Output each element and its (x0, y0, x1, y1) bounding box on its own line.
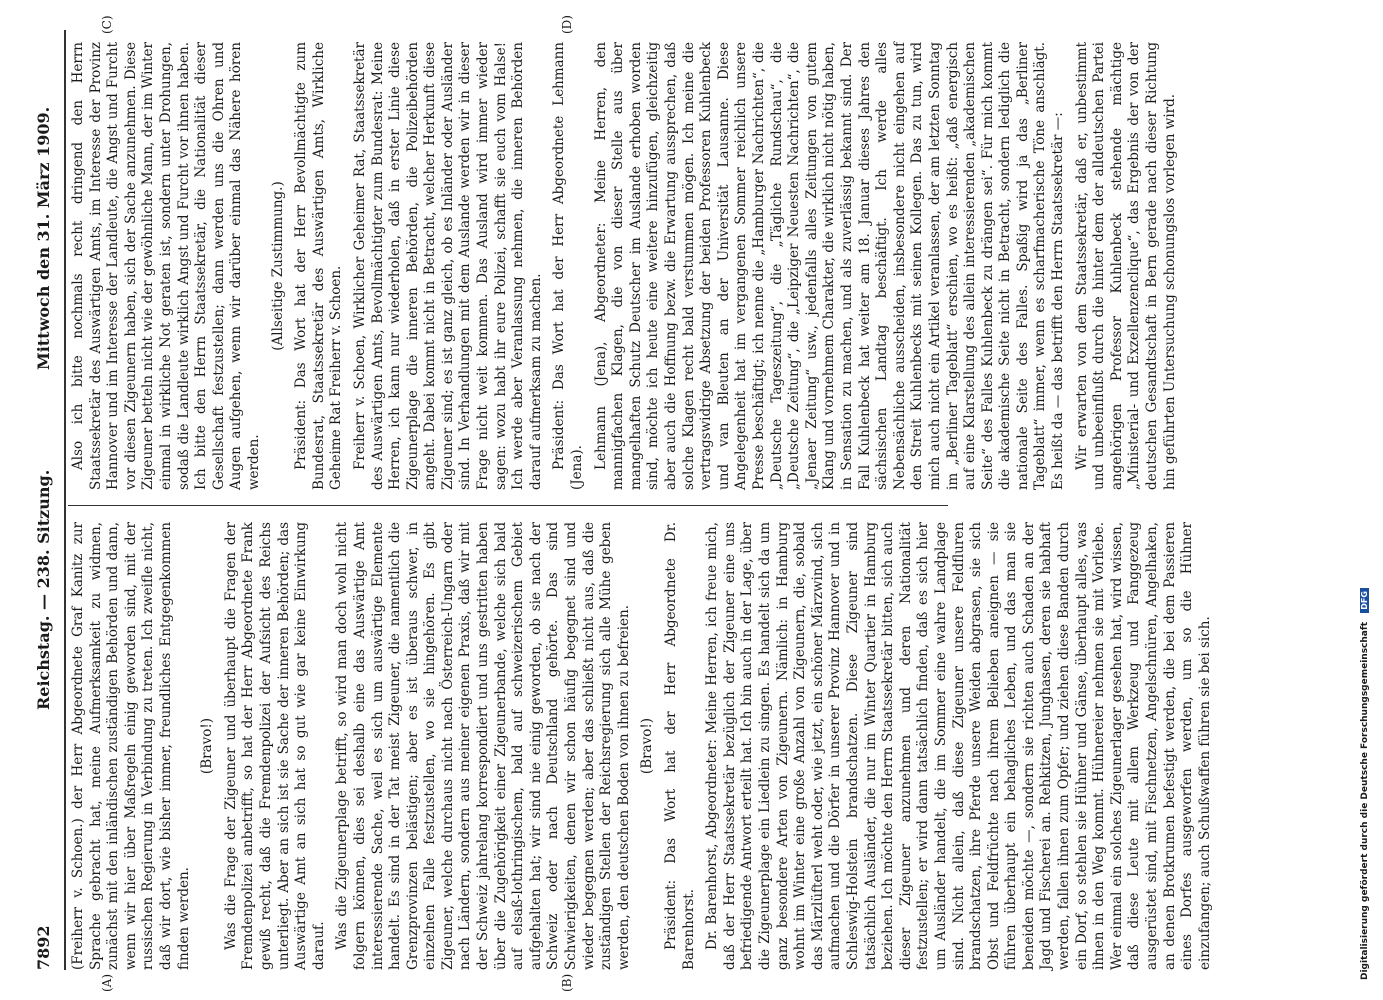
paragraph: Lehmann (Jena), Abgeordneter: Meine Herren, den mannigfachen Klagen, die von dieser Stelle aus über mangelhaften Schutz Deutscher im Auslande erhoben worden sind, möchte ich heute eine weitere hinzufügen, gleichzeitig aber auch die Hoffnung bezw. die Erwartung aussprechen, daß solche Klagen recht bald verstummen mögen. Ich meine die vertragswidrige Absetzung der beiden Professoren Kuhlenbeck und van Bleuten an der Universität Lausanne. Diese Angelegenheit hat im vergangenen Sommer reichlich unsere Presse beschäftigt; ich nenne die „Hamburger Nachrichten“, die „Deutsche Tageszeitung“, die „Tägliche Rundschau“, die „Deutsche Zeitung“, die „Leipziger Neuesten Nachrichten“, die „Jenaer Zeitung“ usw., jedenfalls alles Zeitungen von gutem Klang und vornehmem Charakter, die wirklich nicht nötig haben, in Sensation zu machen, und als zuverlässig bekannt sind. Der Fall Kuhlenbeck hat weiter am 18. Januar dieses Jahres den sächsischen Landtag beschäftigt. Ich werde alles Nebensächliche ausscheiden, insbesondere nicht eingehen auf den Streit Kuhlenbecks mit seinen Kollegen. Das zu tun, wird mich auch nicht ein Artikel veranlassen, der am letzten Sonntag im „Berliner Tageblatt“ erschien, wo es heißt: „daß energisch auf eine Klarstellung des allein interessierenden „akademischen Seite“ des Falles Kuhlenbeck zu drängen sei“. Für mich kommt die akademische Seite nicht in Betracht, sondern lediglich die nationale Seite des Falles. Spaßig wird ja das „Berliner Tageblatt“ immer, wenn es scharfmacherische Töne anschlägt. Es heißt da — das betrifft den Herrn Staatssekretär —: (592, 42, 1067, 490)
page-header (28, 30, 62, 970)
margin-marker-a: (A) (100, 973, 114, 992)
paragraph: der Herr Abgeordnete Graf Kanitz zur Sprache gebracht hat, meine Aufmerksamkeit zu widmen, zunächst mit den inländischen zuständigen Behörden und dann, wenn wir hier über Maßregeln einig geworden sind, mit der russischen Regierung in Verbindung zu treten. Ich zweifle nicht, daß wir dort, wie bisher immer, freundliches Entgegenkommen finden werden. (70, 522, 192, 970)
quotation: Wir erwarten von dem Staatssekretär, daß er, unbestimmt und unbeeinflußt durch die hinter dem der alldeutschen Partei angehörigen Professor Kuhlenbeck stehende mächtige „Ministerial- und Exzellenzenclique“, das Ergebnis der von der deutschen Gesandtschaft in Bern gerade nach dieser Richtung hin geführten Untersuchung schonungslos vorlegen wird. (1073, 42, 1178, 490)
margin-marker-b: (B) (560, 973, 574, 992)
president-statement: Präsident: Das Wort hat der Herr Abgeordnete Dr. Barenhorst. (663, 522, 697, 970)
margin-marker-c: (C) (100, 15, 114, 34)
right-column (70, 42, 1178, 490)
digitization-note-wrapper (1360, 20, 1370, 980)
page-number: 7892 (34, 925, 53, 970)
digitization-sidebar (1360, 20, 1378, 980)
speaker-continued: (Freiherr v. Schoen.) (70, 818, 86, 970)
margin-marker-d: (D) (560, 15, 574, 34)
dfg-logo: DFG (1360, 588, 1369, 613)
paragraph: Was die Frage der Zigeuner und überhaupt die Fragen der Fremdenpolizei anbetrifft, so hat der Herr Abgeordnete Frank gewiß recht, daß die Fremdenpolizei der Aufsicht des Reichs unterliegt. Aber an sich ist sie Sache der inneren Behörden; das Auswärtige Amt an sich hat so gut wie gar keine Einwirkung darauf. (222, 522, 327, 970)
header-rule (64, 30, 66, 970)
president-statement: Präsident: Das Wort hat der Herr Bevollmächtigte zum Bundesrat, Staatssekretär des Auswärtigen Amts, Wirkliche Geheime Rat Freiherr v. Schoen. (293, 42, 345, 490)
interjection: (Allseitige Zustimmung.) (269, 181, 286, 351)
column-rule (68, 505, 948, 506)
digitization-note: Digitalisierung gefördert durch die Deutsche Forschungsgemeinschaft (1360, 621, 1370, 980)
interjection: (Bravo!) (639, 717, 656, 775)
session-title: Reichstag. — 238. Sitzung. (34, 469, 53, 710)
paragraph: Was die Zigeunerplage betrifft, so wird man doch wohl nicht folgern können, dies sei deshalb eine das Auswärtige Amt interessierende Sache, weil es sich um auswärtige Elemente handelt. Es sind in der Tat meist Zigeuner, die namentlich die Grenzprovinzen belästigen; aber es ist überaus schwer, in einzelnen Falle festzustellen, wo sie hingehören. Es gibt Zigeuner, welche durchaus nicht nach Österreich-Ungarn oder nach Ländern, sondern aus meiner eigenen Praxis, daß wir mit der Schweiz jahrelang korrespondiert und uns gestritten haben über die Zugehörigkeit einer Zigeunerbande, welche sich bald auf elsaß-lothringischem, bald auf schweizerischem Gebiet aufgehalten hat; wir sind nie einig geworden, ob sie nach der Schweiz oder nach Deutschland gehörte. Das sind Schwierigkeiten, denen wir schon häufig begegnet sind und wieder begegnen werden; aber das schließt nicht aus, daß die zuständigen Stellen der Reichsregierung sich alle Mühe geben werden, den deutschen Boden von ihnen zu befreien. (334, 522, 632, 970)
left-column (70, 522, 1213, 970)
paragraph: Also ich bitte nochmals recht dringend den Herrn Staatssekretär des Auswärtigen Amts, im Interesse der Provinz Hannover und im Interesse der Landleute, die Angst und Furcht vor diesen Zigeunern haben, sich der Sache anzunehmen. Diese Zigeuner betteln nicht wie der gewöhnliche Mann, der im Winter einmal in wirkliche Not geraten ist, sondern unter Drohungen, sodaß die Landleute wirklich Angst und Furcht vor ihnen haben. Ich bitte den Herrn Staatssekretär, die Nationalität dieser Gesellschaft festzustellen; dann werden uns die Ohren und Augen aufgehen, wenn wir darüber einmal das Nähere hören werden. (70, 42, 262, 490)
session-date: Mittwoch den 31. März 1909. (34, 106, 53, 370)
president-statement: Präsident: Das Wort hat der Herr Abgeordnete Lehmann (Jena). (551, 42, 586, 490)
paragraph: Freiherr v. Schoen, Wirklicher Geheimer Rat, Staatssekretär des Auswärtigen Amts, Bevollmächtigter zum Bundesrat: Meine Herren, ich kann nur wiederholen, daß in erster Linie diese Zigeunerplage die inneren Behörden, die Polizeibehörden angeht. Dabei kommt nicht in Betracht, welcher Herkunft diese Zigeuner sind; es ist ganz gleich, ob es Inländer oder Ausländer sind. In Verhandlungen mit dem Auslande werden wir in dieser Frage nicht weit kommen. Das Ausland wird immer wieder sagen: wozu habt ihr eure Polizei, schafft sie euch vom Halse! Ich werde aber Veranlassung nehmen, die inneren Behörden darauf aufmerksam zu machen. (351, 42, 544, 490)
paragraph: Dr. Barenhorst, Abgeordneter: Meine Herren, ich freue mich, daß der Herr Staatssekretär bezüglich der Zigeuner eine uns befriedigende Antwort erteilt hat. Ich bin auch in der Lage, über die Zigeunerplage ein Liedlein zu singen. Es handelt sich da um ganz besondere Arten von Zigeunern. Nämlich: in Hamburg wohnt im Winter eine große Anzahl von Zigeunern, die, sobald das Märzlüfterl weht oder, wie jetzt, ein schöner Märzwind, sich aufmachen und die Dörfer in unserer Provinz Hannover und in Schleswig-Holstein brandschatzen. Diese Zigeuner sind tatsächlich Ausländer, die nur im Winter Quartier in Hamburg beziehen. Ich möchte den Herrn Staatssekretär bitten, sich auch dieser Zigeuner anzunehmen und deren Nationalität festzustellen; er wird dann tatsächlich finden, daß es sich hier um Ausländer handelt, die im Sommer eine wahre Landplage sind. Nicht allein, daß diese Zigeuner unsere Feldfluren brandschatzen, ihre Pferde unsere Weiden abgrasen, sie sich Obst und Feldfrüchte nach ihrem Belieben aneignen — sie führen überhaupt ein behagliches Leben, und das man sie beneiden möchte —, sondern sie richten auch Schaden an der Jagd und Fischerei an. Rehkitzen, Junghasen, deren sie habhaft werden, fallen ihnen zum Opfer; und ziehen diese Banden durch ein Dorf, so stehlen sie Hühner und Gänse, überhaupt alles, was ihnen in den Weg kommt. Hühnereier nehmen sie mit Vorliebe. Wer einmal ein solches Zigeunerlager gesehen hat, wird wissen, daß diese Leute mit allem Werkzeug und Fanggezeug ausgerüstet sind, mit Fischnetzen, Angelschnüren, Angelhaken, an denen Brotkrumen befestigt werden, die bei dem Passieren eines Dorfes ausgeworfen werden, um so die Hühner einzufangen; auch Schußwaffen führen sie bei sich. (704, 522, 1213, 970)
interjection: (Bravo!) (199, 717, 216, 775)
